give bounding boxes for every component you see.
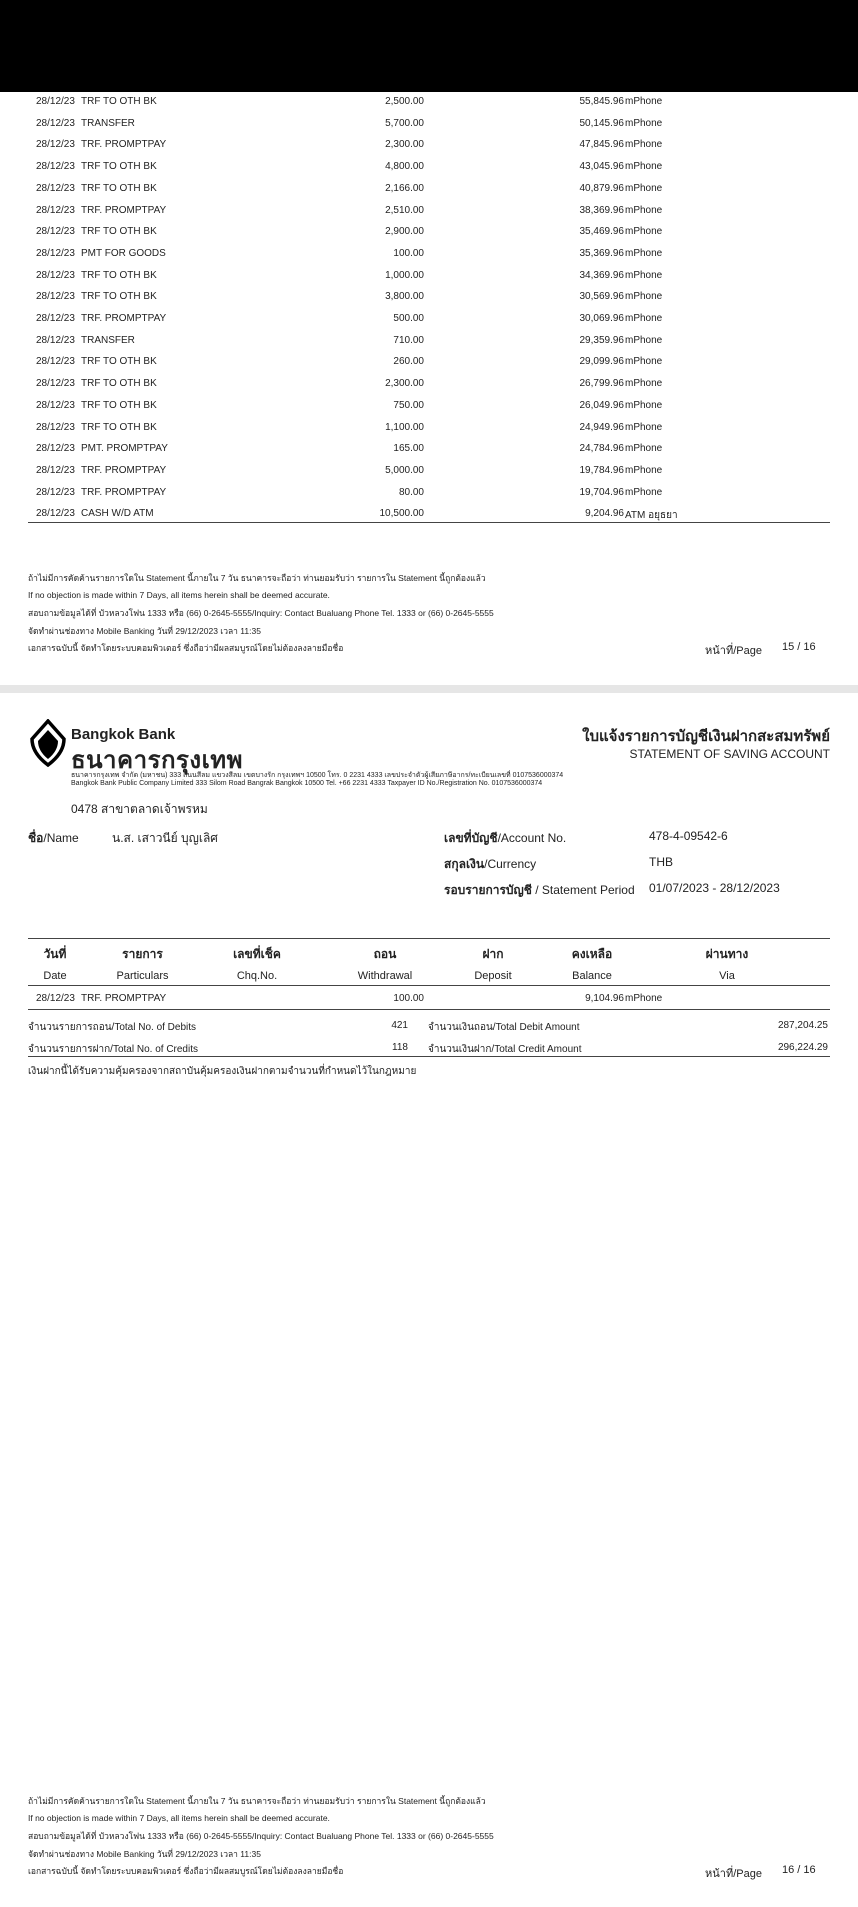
table-row <box>28 159 830 177</box>
row-via: mPhone <box>625 182 663 194</box>
table-bottom-rule <box>28 522 830 523</box>
row-date: 28/12/23 <box>36 247 75 259</box>
account-holder-name: น.ส. เสาวนีย์ บุญเลิศ <box>112 831 218 845</box>
row-withdrawal: 1,000.00 <box>385 269 424 281</box>
row-withdrawal: 260.00 <box>393 356 424 368</box>
row-balance: 30,569.96 <box>579 291 624 303</box>
summary-bottom-rule <box>28 1056 830 1057</box>
table-row <box>28 246 830 264</box>
row-balance: 19,704.96 <box>579 486 624 498</box>
row-via: mPhone <box>625 247 663 259</box>
row-date: 28/12/23 <box>36 204 75 216</box>
row-withdrawal: 2,510.00 <box>385 204 424 216</box>
table-row <box>28 485 830 503</box>
row-withdrawal: 5,700.00 <box>385 117 424 129</box>
row-via: mPhone <box>625 486 663 498</box>
table-row <box>28 398 830 416</box>
footer-line-5: เอกสารฉบับนี้ จัดทำโดยระบบคอมพิวเตอร์ ซึ่งถือว่ามีผลสมบูรณ์โดยไม่ต้องลงลายมือชื่อ <box>28 1866 344 1876</box>
header-bottom-rule <box>28 985 830 986</box>
row-particulars: TRF TO OTH BK <box>81 356 157 368</box>
row-balance: 19,784.96 <box>579 464 624 476</box>
page-number: 16 / 16 <box>782 1864 816 1876</box>
table-row <box>28 441 830 459</box>
row-via: mPhone <box>625 399 663 411</box>
row-date: 28/12/23 <box>36 226 75 238</box>
row-via: mPhone <box>625 334 663 346</box>
row-withdrawal: 80.00 <box>398 486 424 498</box>
row-particulars: TRF. PROMPTPAY <box>81 204 167 216</box>
currency-value: THB <box>649 855 673 869</box>
row-via: mPhone <box>625 464 663 476</box>
deposit-protection-note: เงินฝากนี้ได้รับความคุ้มครองจากสถาบันคุ้มครองเงินฝากตามจำนวนที่กำหนดไว้ในกฎหมาย <box>28 1066 417 1077</box>
row-date: 28/12/23 <box>36 269 75 281</box>
total-debit-amount: 287,204.25 <box>777 1020 828 1031</box>
row-withdrawal: 100.00 <box>393 247 424 259</box>
row-date: 28/12/23 <box>36 508 75 520</box>
col-header-particulars: รายการ Particulars <box>116 947 169 982</box>
row-date: 28/12/23 <box>36 96 75 107</box>
row-via: mPhone <box>625 378 663 390</box>
row-particulars: TRF TO OTH BK <box>81 399 157 411</box>
page-separator <box>0 685 858 693</box>
row-particulars: PMT FOR GOODS <box>81 247 166 259</box>
row-balance: 26,799.96 <box>579 378 624 390</box>
col-header-balance: คงเหลือ Balance <box>571 947 613 982</box>
row-particulars: TRANSFER <box>81 117 135 129</box>
row-date: 28/12/23 <box>36 291 75 303</box>
row-balance: 38,369.96 <box>579 204 624 216</box>
row-particulars: TRANSFER <box>81 334 135 346</box>
total-debits-count: 421 <box>391 1020 408 1031</box>
table-row <box>28 376 830 394</box>
table-row <box>28 203 830 221</box>
row-withdrawal: 2,300.00 <box>385 139 424 151</box>
row-particulars: TRF. PROMPTPAY <box>81 486 167 498</box>
table-row <box>28 991 830 1009</box>
row-via: mPhone <box>625 313 663 324</box>
account-number-label: เลขที่บัญชี/Account No. <box>444 831 567 845</box>
row-particulars: PMT. PROMPTPAY <box>81 443 168 455</box>
footer-line-5: เอกสารฉบับนี้ จัดทำโดยระบบคอมพิวเตอร์ ซึ่งถือว่ามีผลสมบูรณ์โดยไม่ต้องลงลายมือชื่อ <box>28 643 344 653</box>
row-withdrawal: 1,100.00 <box>385 421 424 433</box>
total-debit-amount-label: จำนวนเงินถอน/Total Debit Amount <box>428 1022 580 1033</box>
row-particulars: TRF TO OTH BK <box>81 182 157 194</box>
row-balance: 50,145.96 <box>579 117 624 129</box>
row-date: 28/12/23 <box>36 139 75 151</box>
row-particulars: TRF TO OTH BK <box>81 378 157 390</box>
row-via: mPhone <box>625 226 663 238</box>
row-balance: 55,845.96 <box>579 96 624 107</box>
footer-line-2: If no objection is made within 7 Days, all items herein shall be deemed accurate. <box>28 590 330 600</box>
total-credit-amount-label: จำนวนเงินฝาก/Total Credit Amount <box>428 1044 582 1055</box>
row-withdrawal: 100.00 <box>393 993 424 1004</box>
row-balance: 26,049.96 <box>579 399 624 411</box>
bank-address-th: ธนาคารกรุงเทพ จำกัด (มหาชน) 333 ถนนสีลม แขวงสีลม เขตบางรัก กรุงเทพฯ 10500 โทร. 0 2231 4333 เลขประจำตัวผู้เสียภาษีอากร/ทะเบียนเลขที่ 0107536000374 <box>71 772 564 779</box>
row-particulars: TRF TO OTH BK <box>81 161 157 173</box>
table-row <box>28 181 830 199</box>
table-row <box>28 94 830 112</box>
table-row <box>28 311 830 329</box>
currency-label: สกุลเงิน/Currency <box>444 857 537 871</box>
row-date: 28/12/23 <box>36 443 75 455</box>
row-via: ATM อยุธยา <box>625 510 678 522</box>
col-header-deposit: ฝาก Deposit <box>474 947 512 982</box>
bank-address-en: Bangkok Bank Public Company Limited 333 Silom Road Bangrak Bangkok 10500 Tel. +66 2231 4333 Taxpayer ID No./Registration No. 0107536000374 <box>71 780 543 787</box>
row-particulars: CASH W/D ATM <box>81 508 154 520</box>
footer-line-1: ถ้าไม่มีการคัดค้านรายการใดใน Statement นี้ภายใน 7 วัน ธนาคารจะถือว่า ท่านยอมรับว่า รายการใน Statement นี้ถูกต้องแล้ว <box>28 1796 486 1806</box>
statement-title-en: STATEMENT OF SAVING ACCOUNT <box>629 747 830 761</box>
row-via: mPhone <box>625 139 663 151</box>
row-via: mPhone <box>625 161 663 173</box>
page-label: หน้าที่/Page <box>705 645 762 657</box>
row-withdrawal: 710.00 <box>393 334 424 346</box>
footer-line-4: จัดทำผ่านช่องทาง Mobile Banking วันที่ 29/12/2023 เวลา 11:35 <box>28 1849 261 1859</box>
col-header-via: ผ่านทาง Via <box>705 947 749 982</box>
row-via: mPhone <box>625 291 663 303</box>
row-via: mPhone <box>625 356 663 368</box>
row-balance: 35,369.96 <box>579 247 624 259</box>
footer-line-2: If no objection is made within 7 Days, all items herein shall be deemed accurate. <box>28 1813 330 1823</box>
row-balance: 35,469.96 <box>579 226 624 238</box>
row-balance: 40,879.96 <box>579 182 624 194</box>
statement-period-value: 01/07/2023 - 28/12/2023 <box>649 881 780 895</box>
row-date: 28/12/23 <box>36 993 75 1004</box>
row-date: 28/12/23 <box>36 117 75 129</box>
row-balance: 24,949.96 <box>579 421 624 433</box>
row-date: 28/12/23 <box>36 464 75 476</box>
row-particulars: TRF. PROMPTPAY <box>81 464 167 476</box>
row-particulars: TRF TO OTH BK <box>81 269 157 281</box>
row-date: 28/12/23 <box>36 486 75 498</box>
table-row <box>28 116 830 134</box>
row-balance: 29,099.96 <box>579 356 624 368</box>
row-withdrawal: 5,000.00 <box>385 464 424 476</box>
total-credit-amount: 296,224.29 <box>777 1042 828 1053</box>
page-number: 15 / 16 <box>782 641 816 653</box>
col-header-chq: เลขที่เช็ค Chq.No. <box>233 947 281 982</box>
table-row <box>28 289 830 307</box>
row-withdrawal: 165.00 <box>393 443 424 455</box>
row-date: 28/12/23 <box>36 378 75 390</box>
row-particulars: TRF. PROMPTPAY <box>81 139 167 151</box>
row-particulars: TRF TO OTH BK <box>81 291 157 303</box>
table-row <box>28 463 830 481</box>
row-balance: 9,104.96 <box>585 993 624 1004</box>
table-row <box>28 420 830 438</box>
row-date: 28/12/23 <box>36 313 75 324</box>
row-balance: 47,845.96 <box>579 139 624 151</box>
row-balance: 34,369.96 <box>579 269 624 281</box>
total-credits-count: 118 <box>392 1042 408 1053</box>
account-number-value: 478-4-09542-6 <box>649 829 728 843</box>
row-via: mPhone <box>625 204 663 216</box>
statement-title-th: ใบแจ้งรายการบัญชีเงินฝากสะสมทรัพย์ <box>582 728 830 745</box>
name-label: ชื่อ/Name <box>28 831 79 845</box>
branch-name: 0478 สาขาตลาดเจ้าพรหม <box>71 802 208 816</box>
footer-line-1: ถ้าไม่มีการคัดค้านรายการใดใน Statement นี้ภายใน 7 วัน ธนาคารจะถือว่า ท่านยอมรับว่า รายการใน Statement นี้ถูกต้องแล้ว <box>28 573 486 583</box>
row-bottom-rule <box>28 1009 830 1010</box>
statement-period-label: รอบรายการบัญชี / Statement Period <box>444 883 635 897</box>
row-withdrawal: 2,900.00 <box>385 226 424 238</box>
row-particulars: TRF TO OTH BK <box>81 421 157 433</box>
bank-name-th: ธนาคารกรุงเทพ <box>71 747 243 774</box>
row-date: 28/12/23 <box>36 182 75 194</box>
table-row <box>28 224 830 242</box>
col-header-withdrawal: ถอน Withdrawal <box>357 947 413 982</box>
table-row <box>28 268 830 286</box>
bank-name-en: Bangkok Bank <box>71 726 176 743</box>
row-particulars: TRF. PROMPTPAY <box>81 993 167 1004</box>
row-via: mPhone <box>625 269 663 281</box>
row-balance: 24,784.96 <box>579 443 624 455</box>
header-top-rule <box>28 938 830 939</box>
footer-line-3: สอบถามข้อมูลได้ที่ บัวหลวงโฟน 1333 หรือ (66) 0-2645-5555/Inquiry: Contact Bualuang Phone Tel. 1333 or (66) 0-2645-5555 <box>28 1831 494 1841</box>
footer-line-4: จัดทำผ่านช่องทาง Mobile Banking วันที่ 29/12/2023 เวลา 11:35 <box>28 626 261 636</box>
row-via: mPhone <box>625 96 663 107</box>
row-withdrawal: 500.00 <box>393 313 424 324</box>
table-row <box>28 333 830 351</box>
row-balance: 29,359.96 <box>579 334 624 346</box>
row-balance: 9,204.96 <box>585 508 624 520</box>
total-credits-label: จำนวนรายการฝาก/Total No. of Credits <box>28 1044 198 1055</box>
row-particulars: TRF TO OTH BK <box>81 226 157 238</box>
total-debits-label: จำนวนรายการถอน/Total No. of Debits <box>28 1022 197 1033</box>
row-withdrawal: 750.00 <box>393 399 424 411</box>
row-date: 28/12/23 <box>36 421 75 433</box>
table-row <box>28 137 830 155</box>
row-withdrawal: 2,166.00 <box>385 182 424 194</box>
row-withdrawal: 3,800.00 <box>385 291 424 303</box>
row-particulars: TRF. PROMPTPAY <box>81 313 167 324</box>
row-balance: 43,045.96 <box>579 161 624 173</box>
col-header-date: วันที่ Date <box>43 947 67 982</box>
row-withdrawal: 10,500.00 <box>379 508 424 520</box>
bank-logo <box>28 719 68 767</box>
row-via: mPhone <box>625 117 663 129</box>
row-particulars: TRF TO OTH BK <box>81 96 157 107</box>
row-via: mPhone <box>625 421 663 433</box>
footer-line-3: สอบถามข้อมูลได้ที่ บัวหลวงโฟน 1333 หรือ (66) 0-2645-5555/Inquiry: Contact Bualuang Phone Tel. 1333 or (66) 0-2645-5555 <box>28 608 494 618</box>
table-row <box>28 354 830 372</box>
row-balance: 30,069.96 <box>579 313 624 324</box>
row-date: 28/12/23 <box>36 399 75 411</box>
row-withdrawal: 4,800.00 <box>385 161 424 173</box>
row-date: 28/12/23 <box>36 161 75 173</box>
row-date: 28/12/23 <box>36 356 75 368</box>
top-black-bar <box>0 0 858 92</box>
page-label: หน้าที่/Page <box>705 1868 762 1880</box>
row-via: mPhone <box>625 993 663 1004</box>
row-withdrawal: 2,500.00 <box>385 96 424 107</box>
row-date: 28/12/23 <box>36 334 75 346</box>
row-via: mPhone <box>625 443 663 455</box>
row-withdrawal: 2,300.00 <box>385 378 424 390</box>
